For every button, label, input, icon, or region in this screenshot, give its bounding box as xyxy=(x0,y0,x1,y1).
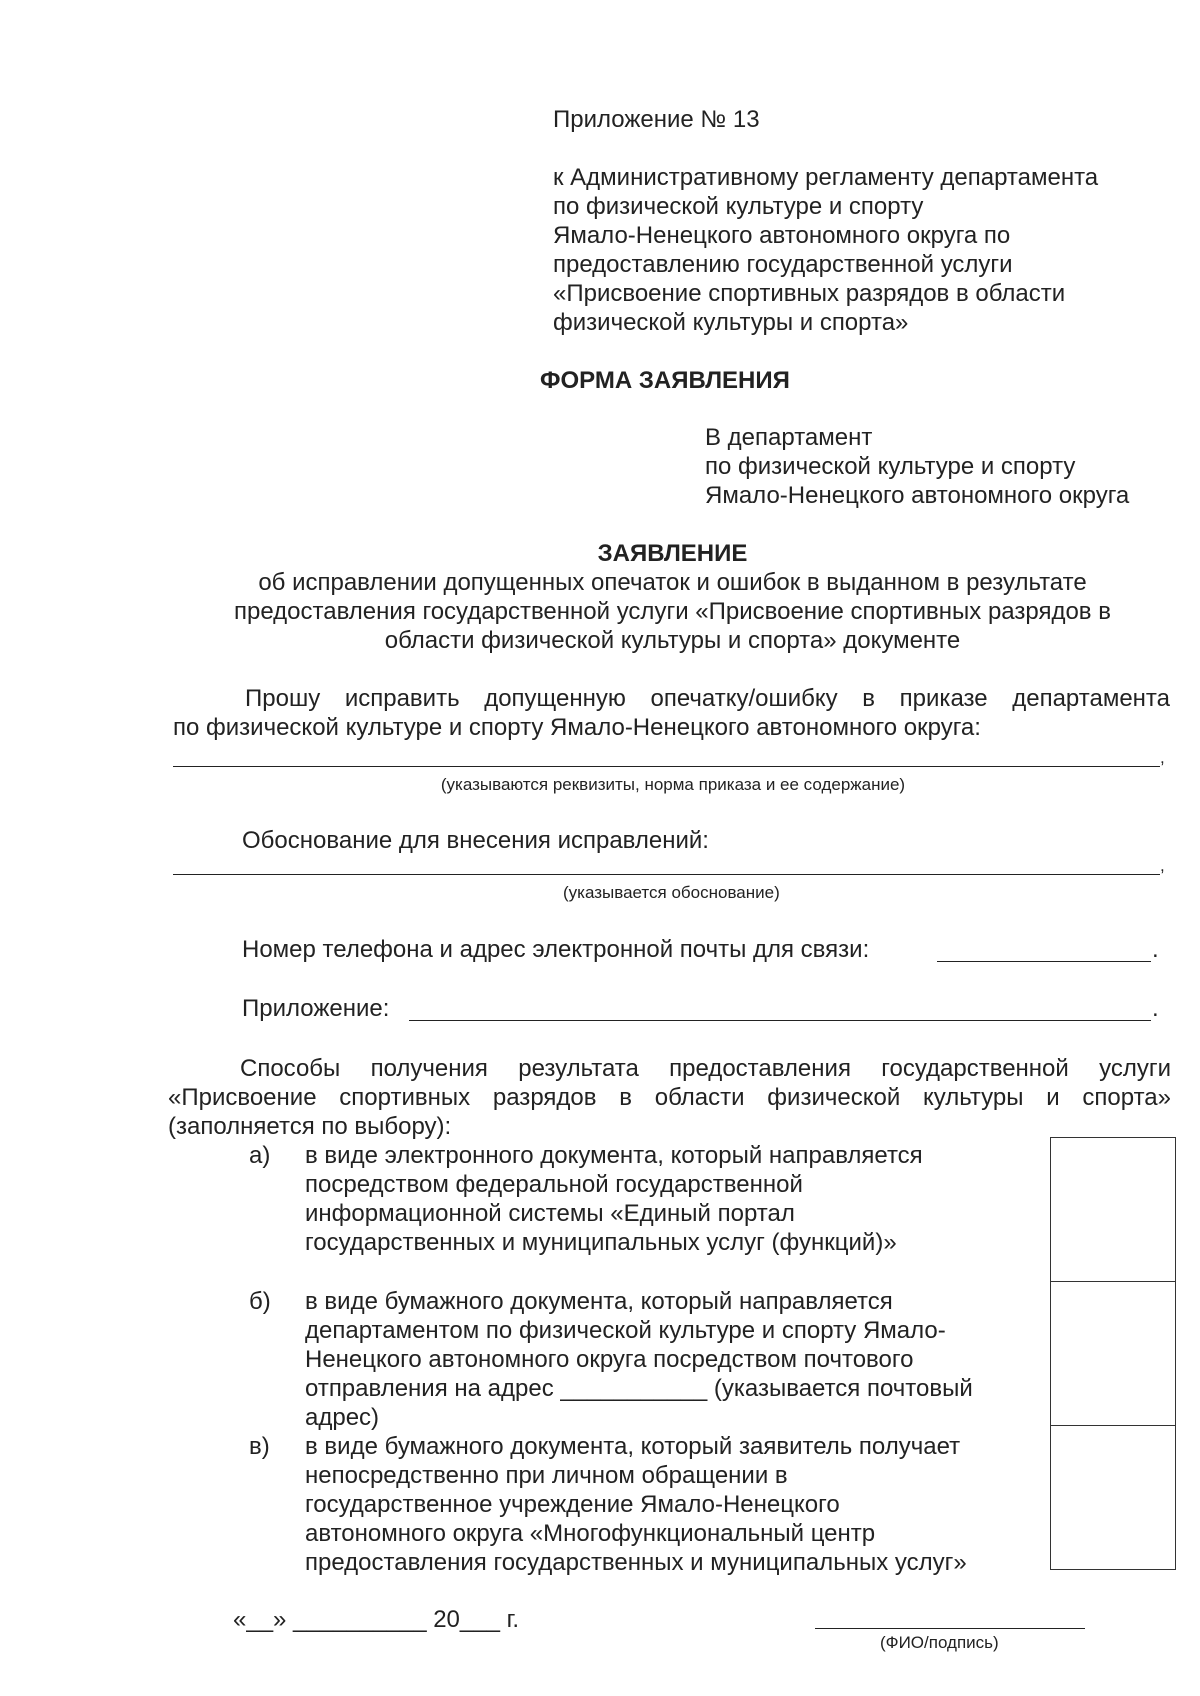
option-c-line: непосредственно при личном обращении в xyxy=(305,1462,788,1489)
option-a-checkbox[interactable] xyxy=(1050,1137,1176,1282)
methods-intro-line: Способы получения результата предоставления государственной услуги xyxy=(240,1055,1171,1082)
request-text-line: по физической культуре и спорту Ямало-Ненецкого автономного округа: xyxy=(173,714,981,741)
request-end-mark: , xyxy=(1160,748,1165,767)
justification-end-mark: , xyxy=(1160,856,1165,875)
appendix-line: к Административному регламенту департамента xyxy=(553,164,1099,191)
option-b-line: адрес) xyxy=(305,1404,380,1431)
appendix-line: Ямало-Ненецкого автономного округа по xyxy=(553,222,1011,249)
option-c-line: государственное учреждение Ямало-Ненецкого xyxy=(305,1491,840,1518)
appendix-line: по физической культуре и спорту xyxy=(553,193,924,220)
signature-caption: (ФИО/подпись) xyxy=(880,1633,999,1652)
appendix-line: предоставлению государственной услуги xyxy=(553,251,1013,278)
option-c-line: автономного округа «Многофункциональный центр xyxy=(305,1520,876,1547)
option-a-marker: а) xyxy=(249,1142,271,1169)
appendix-line: физической культуры и спорта» xyxy=(553,309,909,336)
attachment-end-mark: . xyxy=(1152,995,1159,1022)
appendix-line: «Присвоение спортивных разрядов в области xyxy=(553,280,1066,307)
option-c-line: в виде бумажного документа, который заявитель получает xyxy=(305,1433,961,1460)
attachment-fill-line xyxy=(409,1020,1151,1021)
signature-fill-line xyxy=(815,1628,1085,1629)
justification-hint: (указывается обоснование) xyxy=(563,883,780,902)
option-b-line: в виде бумажного документа, который направляется xyxy=(305,1288,893,1315)
option-c-checkbox[interactable] xyxy=(1050,1425,1176,1570)
contacts-fill-line xyxy=(937,961,1151,962)
option-a-line: в виде электронного документа, который направляется xyxy=(305,1142,923,1169)
addressee-line: Ямало-Ненецкого автономного округа xyxy=(705,482,1130,509)
statement-subtitle-line: предоставления государственной услуги «Присвоение спортивных разрядов в xyxy=(234,598,1111,625)
request-hint: (указываются реквизиты, норма приказа и ее содержание) xyxy=(440,775,906,794)
addressee-line: по физической культуре и спорту xyxy=(705,453,1076,480)
request-fill-line xyxy=(173,766,1160,767)
appendix-number: Приложение № 13 xyxy=(553,106,760,133)
methods-intro-line: «Присвоение спортивных разрядов в области физической культуры и спорта» xyxy=(168,1084,1171,1111)
option-a-line: информационной системы «Единый портал xyxy=(305,1200,795,1227)
option-a-line: посредством федеральной государственной xyxy=(305,1171,803,1198)
option-c-marker: в) xyxy=(249,1433,270,1460)
justification-label: Обоснование для внесения исправлений: xyxy=(242,827,709,854)
form-title: ФОРМА ЗАЯВЛЕНИЯ xyxy=(540,367,790,394)
contacts-label: Номер телефона и адрес электронной почты для связи: xyxy=(242,936,870,963)
option-b-checkbox[interactable] xyxy=(1050,1281,1176,1426)
methods-intro-line: (заполняется по выбору): xyxy=(168,1113,452,1140)
option-b-marker: б) xyxy=(249,1288,271,1315)
contacts-end-mark: . xyxy=(1152,936,1159,963)
option-c-line: предоставления государственных и муниципальных услуг» xyxy=(305,1549,967,1576)
statement-subtitle-line: области физической культуры и спорта» документе xyxy=(384,627,961,654)
addressee-line: В департамент xyxy=(705,424,873,451)
option-b-line: департаментом по физической культуре и спорту Ямало- xyxy=(305,1317,946,1344)
option-a-line: государственных и муниципальных услуг (функций)» xyxy=(305,1229,897,1256)
option-b-line: отправления на адрес ___________ (указывается почтовый xyxy=(305,1375,973,1402)
justification-fill-line xyxy=(173,874,1160,875)
statement-subtitle-line: об исправлении допущенных опечаток и ошибок в выданном в результате xyxy=(258,569,1087,596)
option-b-line: Ненецкого автономного округа посредством почтового xyxy=(305,1346,914,1373)
attachment-label: Приложение: xyxy=(242,995,390,1022)
request-text-line: Прошу исправить допущенную опечатку/ошибку в приказе департамента xyxy=(245,685,1170,712)
statement-title: ЗАЯВЛЕНИЕ xyxy=(597,540,748,567)
signature-date: «__» __________ 20___ г. xyxy=(233,1606,520,1633)
